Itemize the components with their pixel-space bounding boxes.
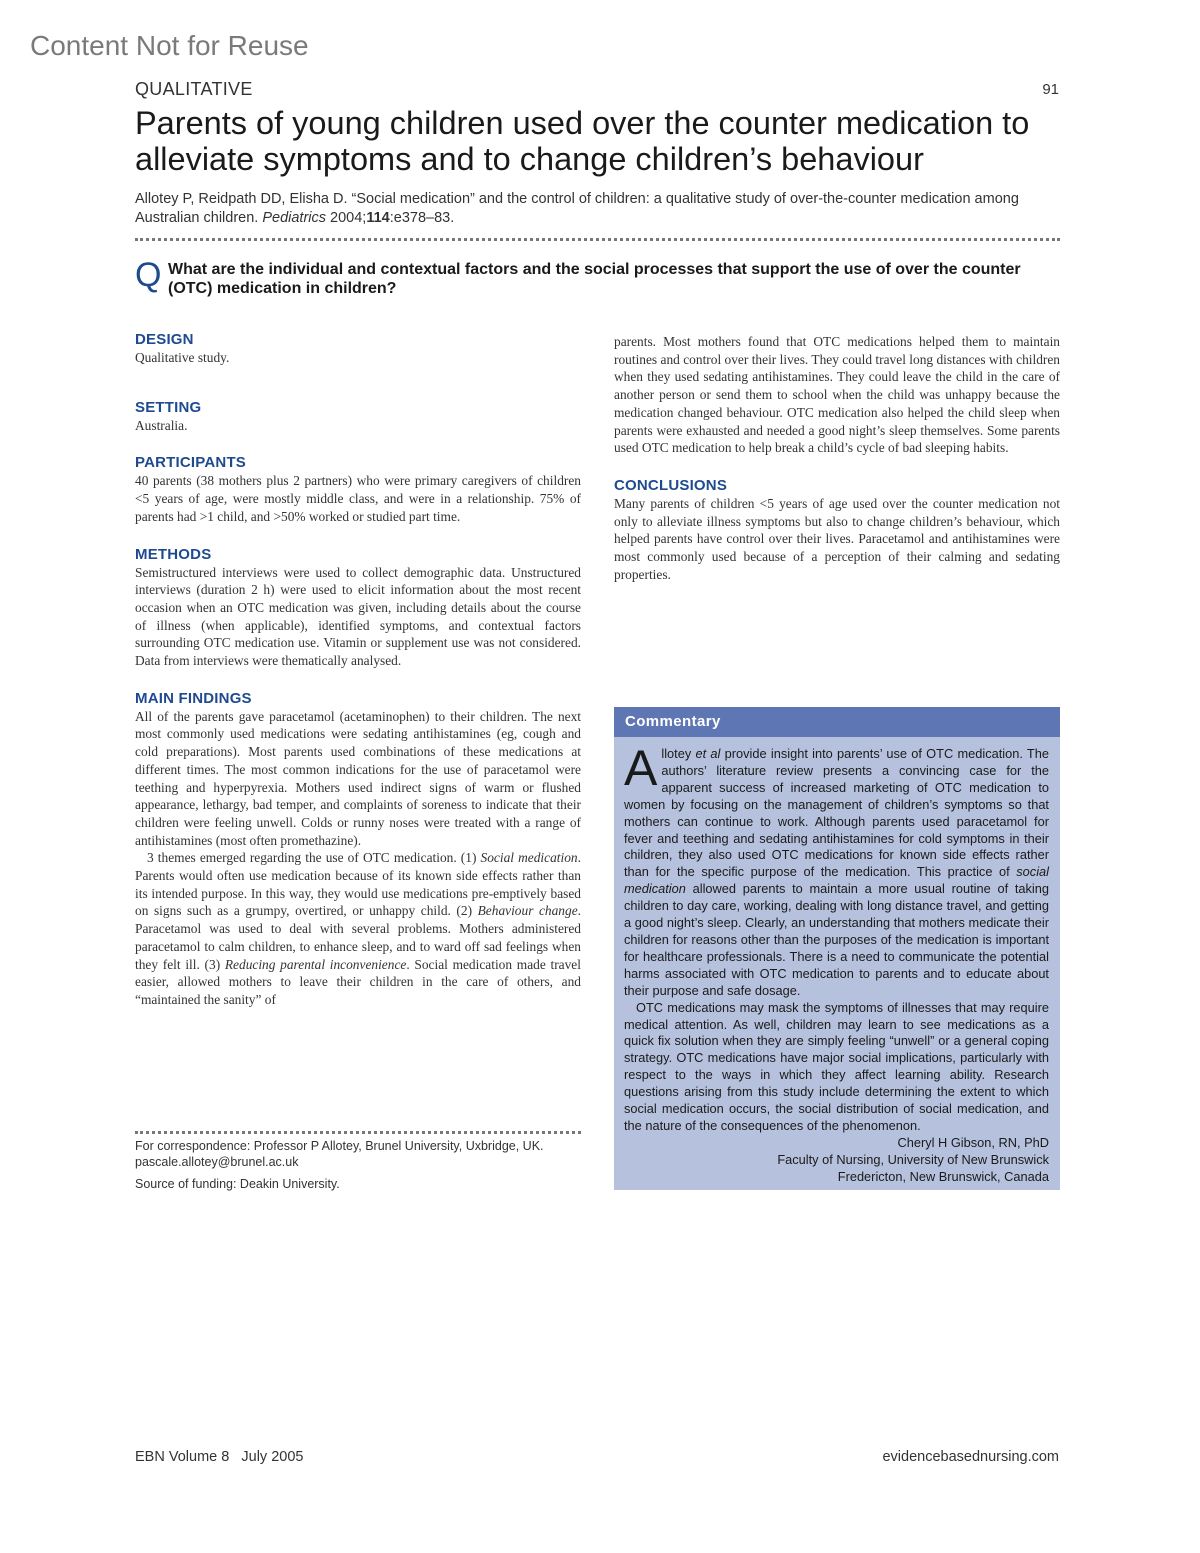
setting-section [135, 399, 581, 435]
main-findings-p3: parents. Most mothers found that OTC medications helped them to maintain routines and control over their lives. They could travel long distances with children when they used sedating antihistamines. They could leave the child in the care of another person or send them to school when the child was unhappy because the medication changed behaviour. OTC medication also helped the child sleep when parents were exhausted and needed a good night’s sleep themselves. Some parents used OTC medication to help break a child’s cycle of bad sleeping habits. [614, 334, 1060, 456]
conclusions-text: Many parents of children <5 years of age used over the counter medication not only to alleviate illness symptoms but also to change children’s behaviour, which helped parents have control over their lives. Paracetamol and antihistamines were most commonly used because of a perception of their calming and sedating properties. [614, 495, 1060, 582]
commentary-p2: OTC medications may mask the symptoms of illnesses that may require medical attention. As well, children may learn to see medications as a quick fix solution when they are simply feeling “unwell” or a general coping strategy. OTC medications have major social implications, particularly with respect to the ways in which they affect learning ability. Research questions arising from this study include determining the extent to which social medication occurs, the social distribution of social medication, and the nature of the consequences of the phenomenon. [624, 999, 1049, 1133]
footer-journal-issue: EBN Volume 8 July 2005 [135, 1449, 304, 1465]
conclusions-section [614, 477, 1060, 584]
theme-social-medication: Social medication [480, 850, 578, 866]
citation-year: 2004; [326, 210, 367, 226]
watermark: Content Not for Reuse [30, 30, 309, 61]
question-letter: Q [135, 256, 162, 294]
design-text: Qualitative study. [135, 350, 230, 365]
conclusions-heading: CONCLUSIONS [614, 476, 728, 494]
left-column [135, 331, 581, 1029]
author-name: Cheryl H Gibson, RN, PhD [897, 1134, 1049, 1150]
main-findings-heading: MAIN FINDINGS [135, 689, 252, 707]
author-affiliation-1: Faculty of Nursing, University of New Brunswick [777, 1151, 1049, 1167]
funding-text: Source of funding: Deakin University. [135, 1177, 340, 1191]
correspondence-divider [135, 1131, 581, 1134]
design-section [135, 331, 581, 367]
header-divider [135, 238, 1060, 241]
question-text: What are the individual and contextual factors and the social processes that support the use of over the counter (OTC) medication in children? [168, 261, 1021, 297]
theme-behaviour-change: Behaviour change [477, 903, 578, 919]
commentary-author [624, 1135, 1049, 1186]
question-block [135, 258, 1060, 298]
citation-journal: Pediatrics [262, 210, 327, 226]
main-findings-section [135, 690, 581, 1009]
commentary-body [614, 737, 1060, 1186]
participants-heading: PARTICIPANTS [135, 454, 247, 472]
setting-heading: SETTING [135, 398, 202, 416]
section-label: QUALITATIVE [135, 79, 253, 99]
citation-pages: :e378–83. [389, 210, 455, 226]
methods-text: Semistructured interviews were used to collect demographic data. Unstructured interviews (duration 2 h) were used to elicit information about the most recent occasion when an OTC medication was given, including details about the course of illness (when applicable), identified symptoms, and contextual factors surrounding OTC medication use. Vitamin or supplement use was not considered. Data from interviews were thematically analysed. [135, 564, 581, 669]
commentary-header: Commentary [614, 707, 1060, 737]
citation-authors: Allotey P, Reidpath DD, Elisha D. [135, 191, 352, 207]
setting-text: Australia. [135, 417, 188, 433]
correspondence [135, 1138, 581, 1198]
citation [135, 190, 1060, 228]
main-findings-p2: 3 themes emerged regarding the use of OTC medication. (1) Social medication. Parents would often use medication because of its known side effects rather than its intended purpose. In this way, they would use medications pre-emptively based on signs such as a grumpy, overtired, or unhappy child. (2) Behaviour change. Paracetamol was used to deal with several problems. Mothers administered paracetamol to calm children, to enhance sleep, and to ward off sad feelings when they felt ill. (3) Reducing parental inconvenience. Social medication made travel easier, allowed mothers to leave their children in the care of others, and “maintained the sanity” of [135, 850, 581, 1007]
methods-section [135, 546, 581, 670]
citation-volume: 114 [366, 210, 390, 226]
page-number: 91 [1042, 81, 1059, 98]
methods-heading: METHODS [135, 545, 212, 563]
right-column [614, 333, 1060, 603]
commentary-dropcap: A [624, 740, 658, 796]
participants-section [135, 454, 581, 525]
citation-article: “Social medication” and the control of children: a qualitative study of over-the-counter medication among Australian children. [135, 191, 1019, 226]
theme-reducing-inconvenience: Reducing parental inconvenience [224, 956, 407, 972]
main-findings-continued [614, 333, 1060, 457]
design-heading: DESIGN [135, 331, 194, 348]
commentary-box [614, 707, 1060, 1190]
commentary-p1: Allotey et al provide insight into parents’ use of OTC medication. The authors’ literature review presents a convincing case for the apparent success of increased marketing of OTC medication to women by focusing on the management of children’s symptoms so that mothers can continue to work. Although parents used paracetamol for fever and teething and sedating antihistamines for cold symptoms in their children, they also used OTC medications for known side effects rather than for the specific purpose of the medication. This practice of social medication allowed parents to maintain a more usual routine of taking children to day care, working, dealing with long distance travel, and getting a good night’s sleep. Clearly, an understanding that mothers medicate their children for reasons other than the purposes of the medication is important for healthcare professionals. There is a need to communicate the potential harms associated with OTC medication to parents and to educate about their purpose and safe dosage. [624, 740, 1049, 998]
footer-website: evidencebasednursing.com [882, 1449, 1059, 1465]
author-affiliation-2: Fredericton, New Brunswick, Canada [837, 1168, 1049, 1184]
participants-text: 40 parents (38 mothers plus 2 partners) who were primary caregivers of children <5 years of age, were mostly middle class, and were in a relationship. 75% of parents had >1 child, and >50% worked or studied part time. [135, 473, 581, 524]
article-title: Parents of young children used over the counter medication to alleviate symptoms and to change children’s behaviour [135, 105, 1030, 177]
main-findings-p1: All of the parents gave paracetamol (acetaminophen) to their children. The next most commonly used medications were sedating antihistamines (eg, cough and cold preparations). Most parents used combinations of these medications at different times. The most common indications for the use of paracetamol were teething and hyperpyrexia. Mothers used indirect signs of warm or flushed appearance, lethargy, bad temper, and complaints of soreness to indicate that their children were feeling unwell. Colds or runny noses were treated with a range of antihistamines (most often promethazine). [135, 708, 581, 848]
correspondence-text: For correspondence: Professor P Allotey, Brunel University, Uxbridge, UK. pascale.allotey@brunel.ac.uk [135, 1139, 544, 1169]
